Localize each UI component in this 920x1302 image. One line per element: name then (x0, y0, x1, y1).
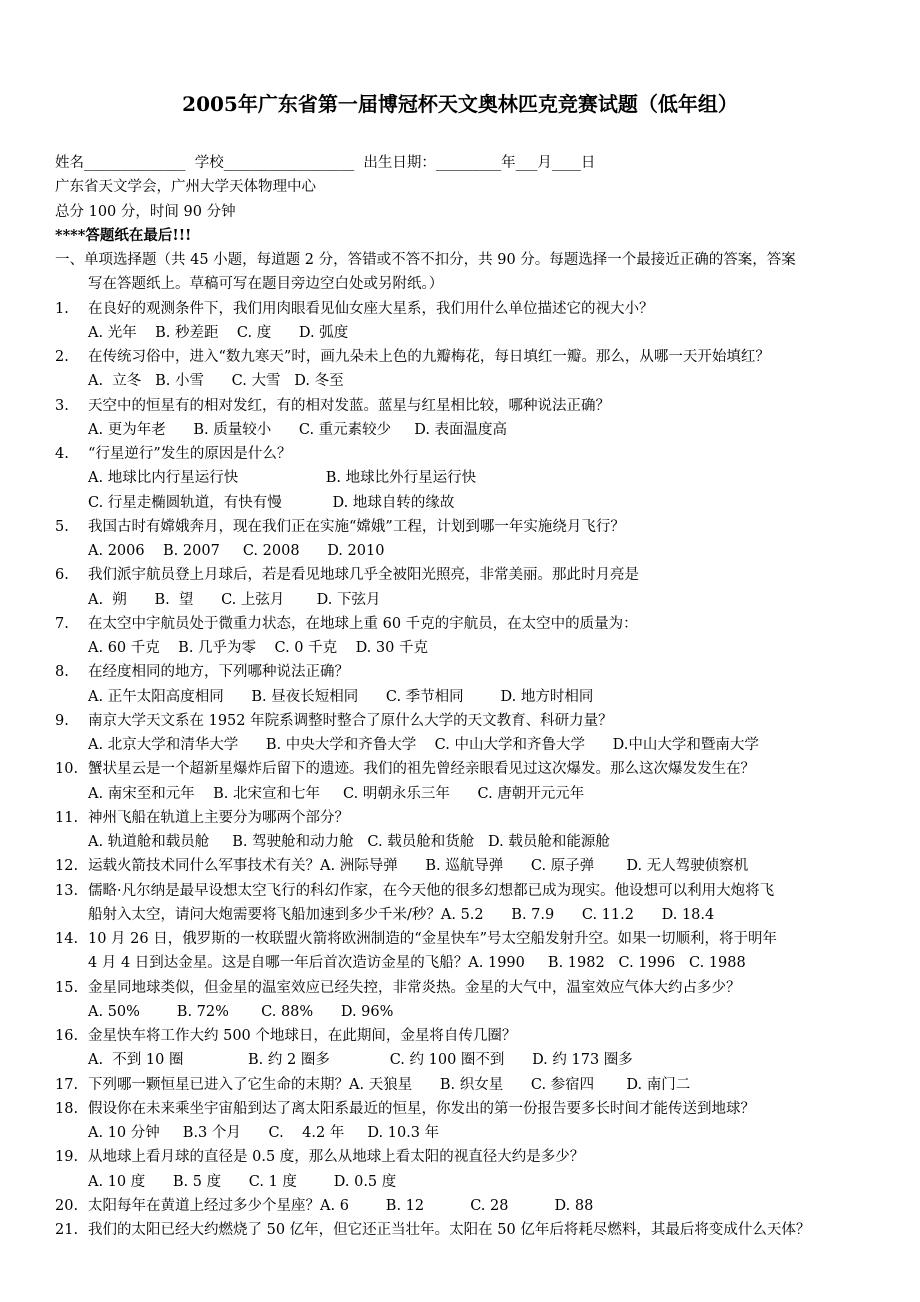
question-text: 从地球上看月球的直径是 0.5 度，那么从地球上看太阳的视直径大约是多少？ (88, 1149, 585, 1166)
question-number: 14. (55, 931, 79, 947)
question-number: 10. (55, 761, 79, 778)
answer-options: A. 立冬 B. 小雪 C. 大雪 D. 冬至 (88, 373, 344, 390)
options-line (55, 733, 875, 757)
page-title: 2005年广东省第一届博冠杯天文奥林匹克竞赛试题（低年组） (182, 92, 738, 116)
question-text: 蟹状星云是一个超新星爆炸后留下的遗迹。我们的祖先曾经亲眼看见过这次爆发。那么这次爆发发生在？ (88, 761, 755, 778)
options-line (55, 830, 875, 854)
question-line (55, 927, 875, 951)
options-line (55, 951, 875, 975)
question-number: 2. (55, 349, 69, 365)
student-info-line: 姓名______________ 学校__________________ 出生日期：_________年___月____日 (55, 155, 596, 171)
question-number: 12. (55, 858, 79, 875)
question-line (55, 345, 875, 369)
options-line (55, 539, 875, 563)
question-line (55, 612, 875, 636)
question-text: 南京大学天文系在 1952 年院系调整时整合了原什么大学的天文教育、科研力量？ (88, 712, 613, 729)
answer-options: A. 更为年老 B. 质量较小 C. 重元素较少 D. 表面温度高 (88, 421, 508, 438)
question-line (55, 854, 875, 878)
question-list (55, 297, 875, 1243)
question-number: 15. (55, 979, 79, 996)
options-line (55, 369, 875, 393)
question-line (55, 1218, 875, 1242)
answer-options: A. 光年 B. 秒差距 C. 度 D. 弧度 (88, 324, 349, 341)
question-line (55, 806, 875, 830)
question-line (55, 563, 875, 587)
answer-options: A. 正午太阳高度相同 B. 昼夜长短相同 C. 季节相同 D. 地方时相同 (88, 688, 594, 705)
question-number: 5. (55, 518, 69, 535)
question-text: 神州飞船在轨道上主要分为哪两个部分？ (88, 809, 349, 826)
question-number: 13. (55, 882, 79, 899)
options-line (55, 782, 875, 806)
organizer: 广东省天文学会，广州大学天体物理中心 (55, 179, 316, 196)
options-line (55, 1048, 875, 1072)
question-text: 儒略·凡尔纳是最早设想太空飞行的科幻作家，在今天他的很多幻想都已成为现实。他设想可以利用大炮将飞 (88, 882, 775, 899)
question-line (55, 297, 875, 321)
options-line (55, 1121, 875, 1145)
question-text: 在传统习俗中，进入“数九寒天”时，画九朵未上色的九瓣梅花，每日填红一瓣。那么，从哪一天开始填红？ (88, 349, 770, 365)
question-number: 7. (55, 615, 69, 632)
options-line (55, 588, 875, 612)
question-number: 16. (55, 1028, 79, 1044)
question-line (55, 879, 875, 903)
answer-options: A. 10 度 B. 5 度 C. 1 度 D. 0.5 度 (88, 1173, 397, 1190)
question-number: 18. (55, 1100, 79, 1117)
question-number: 21. (55, 1222, 79, 1238)
question-text: 天空中的恒星有的相对发红，有的相对发蓝。蓝星与红星相比较，哪种说法正确？ (88, 397, 610, 414)
answer-options: 4 月 4 日到达金星。这是自哪一年后首次造访金星的飞船？A. 1990 B. 1982 C. 1996 C. 1988 (88, 955, 746, 972)
question-text: 在太空中宇航员处于微重力状态，在地球上重 60 千克的宇航员，在太空中的质量为： (88, 615, 638, 632)
question-text: 金星快车将工作大约 500 个地球日，在此期间，金星将自传几圈？ (88, 1028, 517, 1044)
answer-options: A. 不到 10 圈 B. 约 2 圈多 C. 约 100 圈不到 D. 约 173 圈多 (88, 1052, 633, 1069)
answer-options: A. 60 千克 B. 几乎为零 C. 0 千克 D. 30 千克 (88, 640, 428, 656)
options-line (55, 685, 875, 709)
answer-options: C. 行星走椭圆轨道，有快有慢 D. 地球自转的缘故 (88, 494, 455, 511)
question-number: 6. (55, 567, 69, 584)
question-text: 10 月 26 日，俄罗斯的一枚联盟火箭将欧洲制造的“金星快车”号太空船发射升空。如果一切顺利，将于明年 (88, 931, 778, 947)
question-text: 在良好的观测条件下，我们用肉眼看见仙女座大星系，我们用什么单位描述它的视大小？ (88, 300, 654, 317)
document-body (55, 151, 875, 1242)
question-text: 我国古时有嫦娥奔月，现在我们正在实施“嫦娥”工程，计划到哪一年实施绕月飞行？ (88, 518, 625, 535)
answer-options: A. 北京大学和清华大学 B. 中央大学和齐鲁大学 C. 中山大学和齐鲁大学 D.中山大学和暨南大学 (88, 737, 759, 753)
question-number: 3. (55, 397, 69, 414)
question-number: 17. (55, 1076, 79, 1093)
question-line (55, 1073, 875, 1097)
question-number: 9. (55, 712, 69, 729)
question-number: 19. (55, 1149, 79, 1166)
question-text: 太阳每年在黄道上经过多少个星座？A. 6 B. 12 C. 28 D. 88 (88, 1197, 594, 1214)
answer-options: A. 地球比内行星运行快 B. 地球比外行星运行快 (88, 470, 477, 487)
question-number: 11. (55, 809, 79, 826)
question-text: 金星同地球类似，但金星的温室效应已经失控，非常炎热。金星的大气中，温室效应气体大约占多少？ (88, 979, 741, 996)
question-text: 假设你在未来乘坐宇宙船到达了离太阳系最近的恒星，你发出的第一份报告要多长时间才能传送到地球？ (88, 1100, 755, 1117)
options-line (55, 321, 875, 345)
options-line (55, 1170, 875, 1194)
score-time: 总分 100 分，时间 90 分钟 (55, 203, 236, 220)
options-line (55, 903, 875, 927)
question-line (55, 1145, 875, 1169)
question-line (55, 442, 875, 466)
question-line (55, 757, 875, 781)
answer-options: A. 50% B. 72% C. 88% D. 96% (88, 1003, 394, 1020)
question-line (55, 976, 875, 1000)
question-line (55, 515, 875, 539)
answer-options: A. 轨道舱和载员舱 B. 驾驶舱和动力舱 C. 载员舱和货舱 D. 载员舱和能源舱 (88, 834, 610, 850)
question-line (55, 660, 875, 684)
question-number: 8. (55, 664, 69, 681)
question-text: 在经度相同的地方，下列哪种说法正确？ (88, 664, 349, 681)
answer-options: A. 朔 B. 望 C. 上弦月 D. 下弦月 (88, 591, 381, 608)
question-line (55, 1194, 875, 1218)
question-text: 我们的太阳已经大约燃烧了 50 亿年，但它还正当壮年。太阳在 50 亿年后将耗尽燃料，其最后将变成什么天体？ (88, 1222, 811, 1238)
question-number: 1. (55, 300, 69, 317)
question-number: 20. (55, 1197, 79, 1214)
answer-options: A. 南宋至和元年 B. 北宋宣和七年 C. 明朝永乐三年 C. 唐朝开元元年 (88, 785, 585, 802)
question-text: 我们派宇航员登上月球后，若是看见地球几乎全被阳光照亮，非常美丽。那此时月亮是 (88, 567, 639, 584)
question-line (55, 709, 875, 733)
answer-options: A. 2006 B. 2007 C. 2008 D. 2010 (88, 543, 385, 559)
section-instructions-cont: 写在答题纸上。草稿可写在题目旁边空白处或另附纸。） (88, 276, 444, 293)
options-line (55, 491, 875, 515)
question-text: 下列哪一颗恒星已进入了它生命的末期？A. 天狼星 B. 织女星 C. 参宿四 D. 南门二 (88, 1076, 691, 1093)
question-text: 运载火箭技术同什么军事技术有关？A. 洲际导弹 B. 巡航导弹 C. 原子弹 D. 无人驾驶侦察机 (88, 858, 749, 875)
question-line (55, 1097, 875, 1121)
question-line (55, 1024, 875, 1048)
answer-sheet-notice: ****答题纸在最后!!! (55, 226, 192, 244)
answer-options: A. 10 分钟 B.3 个月 C. 4.2 年 D. 10.3 年 (88, 1125, 440, 1141)
options-line (55, 636, 875, 660)
answer-options: 船射入太空，请问大炮需要将飞船加速到多少千米/秒？A. 5.2 B. 7.9 C. 11.2 D. 18.4 (88, 906, 715, 923)
question-text: “行星逆行”发生的原因是什么？ (88, 446, 292, 462)
options-line (55, 1000, 875, 1024)
section-instructions: 一、单项选择题（共 45 小题，每道题 2 分，答错或不答不扣分，共 90 分。每题选择一个最接近正确的答案，答案 (55, 252, 796, 268)
options-line (55, 466, 875, 490)
options-line (55, 418, 875, 442)
question-number: 4. (55, 446, 69, 462)
question-line (55, 394, 875, 418)
